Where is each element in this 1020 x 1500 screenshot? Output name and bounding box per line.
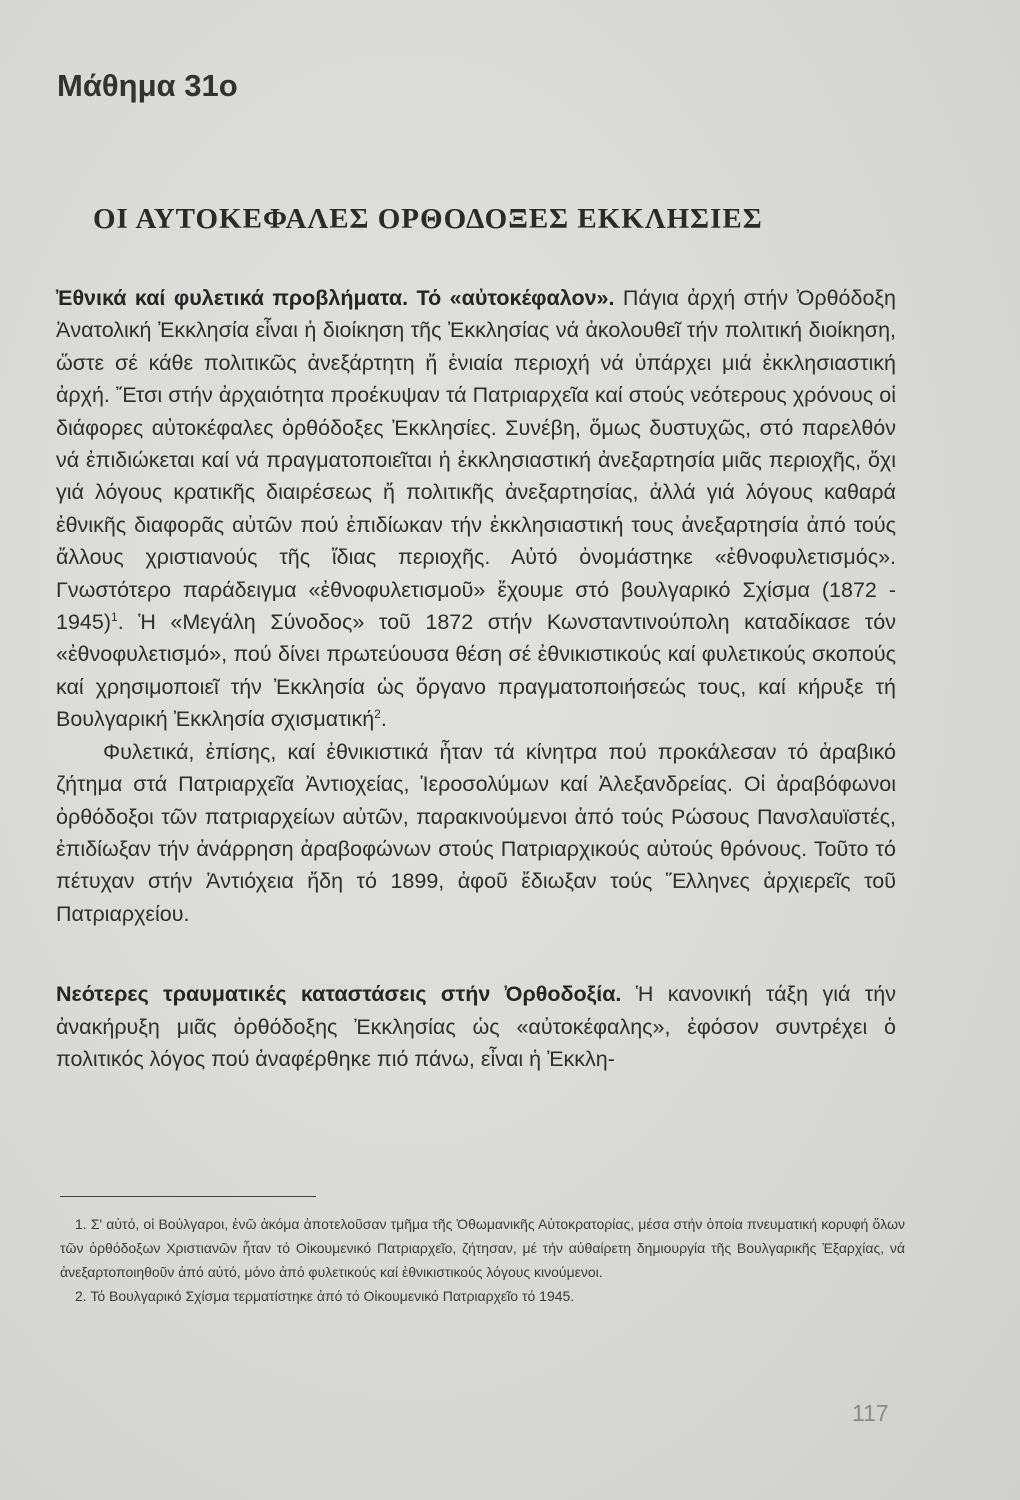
main-text	[56, 282, 896, 1075]
lesson-label: Μάθημα 31ο	[57, 68, 238, 103]
paragraph-text: Πάγια ἀρχή στήν Ὀρθόδοξη Ἀνατολική Ἐκκλησία εἶναι ἡ διοίκηση τῆς Ἐκκλησίας νά ἀκολουθεῖ τήν πολιτική διοίκηση, ὥστε σέ κάθε πολιτικῶς ἀνεξάρτητη ἤ ἑνιαία περιοχή νά ὑπάρχει μιά ἐκκλησιαστική ἀρχή. Ἔτσι στήν ἀρχαιότητα προέκυψαν τά Πατριαρχεῖα καί στούς νεότερους χρόνους οἱ διάφορες αὐτοκέφαλες ὀρθόδοξες Ἐκκλησίες. Συνέβη, ὅμως δυστυχῶς, στό παρελθόν νά ἐπιδιώκεται καί νά πραγματοποιεῖται ἡ ἐκκλησιαστική ἀνεξαρτησία μιᾶς περιοχῆς, ὄχι γιά λόγους κρατικῆς διαιρέσεως ἤ πολιτικῆς ἀνεξαρτησίας, ἀλλά γιά λόγους καθαρά ἐθνικῆς διαφορᾶς αὐτῶν πού ἐπιδίωκαν τήν ἐκκλησιαστική τους ἀνεξαρτησία ἀπό τούς ἄλλους χριστιανούς τῆς ἴδιας περιοχῆς. Αὐτό ὀνομάστηκε «ἐθνοφυλετισμός». Γνωστότερο παράδειγμα «ἐθνοφυλετισμοῦ» ἔχουμε στό βουλγαρικό Σχίσμα (1872 - 1945)	[56, 286, 896, 635]
chapter-title: ΟΙ ΑΥΤΟΚΕΦΑΛΕΣ ΟΡΘΟΔΟΞΕΣ ΕΚΚΛΗΣΙΕΣ	[93, 203, 763, 235]
paragraph-recent-situations	[56, 978, 896, 1075]
page-number: 117	[852, 1400, 889, 1426]
footnote-ref-2[interactable]: 2	[374, 707, 381, 722]
footnote-divider	[60, 1196, 316, 1197]
section-heading-ethnic-problems: Ἐθνικά καί φυλετικά προβλήματα. Τό «αὐτοκέφαλον».	[56, 286, 615, 310]
footnote-2: 2. Τό Βουλγαρικό Σχίσμα τερματίστηκε ἀπό τό Οἰκουμενικό Πατριαρχεῖο τό 1945.	[75, 1288, 575, 1304]
paragraph-ethnic-problems	[56, 282, 896, 736]
footnote-1: 1. Σ' αὐτό, οἱ Βούλγαροι, ἐνῶ ἀκόμα ἀποτελοῦσαν τμῆμα τῆς Ὀθωμανικῆς Αὐτοκρατορίας, μέσα στήν ὁποία πνευματική κορυφή ὅλων τῶν ὀρθόδοξων Χριστιανῶν ἦταν τό Οἰκουμενικό Πατριαρχεῖο, ζήτησαν, μέ τήν αὐθαίρετη δημιουργία τῆς Βουλγαρικῆς Ἐξαρχίας, νά ἀνεξαρτοποιηθοῦν ἀπό αὐτό, μόνο ἀπό φυλετικούς καί ἐθνικιστικούς λόγους κινούμενοι.	[60, 1216, 905, 1280]
footnotes	[60, 1212, 905, 1308]
section-heading-recent-situations: Νεότερες τραυματικές καταστάσεις στήν Ὀρθοδοξία.	[56, 982, 622, 1007]
footnote-ref-1[interactable]: 1	[111, 609, 118, 624]
paragraph-text: Ἡ κανονική τάξη γιά τήν ἀνακήρυξη μιᾶς ὀρθόδοξης Ἐκκλησίας ὡς «αὐτοκέφαλης», ἐφόσον συντρέχει ὁ πολιτικός λόγος πού ἀναφέρθηκε πιό πάνω, εἶναι ἡ Ἐκκλη-	[56, 982, 896, 1071]
paragraph-text: . Ἡ «Μεγάλη Σύνοδος» τοῦ 1872 στήν Κωνσταντινούπολη καταδίκασε τόν «ἐθνοφυλετισμό», πού δίνει πρωτεύουσα θέση σέ ἐθνικιστικούς καί φυλετικούς σκοπούς καί χρησιμοποιεῖ τήν Ἐκκλησία ὡς ὄργανο πραγματοποιήσεώς τους, καί κήρυξε τή Βουλγαρική Ἐκκλησία σχισματική	[56, 610, 896, 732]
paragraph-arab-question: Φυλετικά, ἐπίσης, καί ἐθνικιστικά ἦταν τά κίνητρα πού προκάλεσαν τό ἀραβικό ζήτημα στά Πατριαρχεῖα Ἀντιοχείας, Ἱεροσολύμων καί Ἀλεξανδρείας. Οἱ ἀραβόφωνοι ὀρθόδοξοι τῶν πατριαρχείων αὐτῶν, παρακινούμενοι ἀπό τούς Ρώσους Πανσλαυϊστές, ἐπιδίωξαν τήν ἀνάρρηση ἀραβοφώνων στούς Πατριαρχικούς αὐτούς θρόνους. Τοῦτο τό πέτυχαν στήν Ἀντιόχεια ἤδη τό 1899, ἀφοῦ ἔδιωξαν τούς Ἕλληνες ἀρχιερεῖς τοῦ Πατριαρχείου.	[56, 739, 896, 926]
paragraph-text: .	[380, 707, 387, 732]
